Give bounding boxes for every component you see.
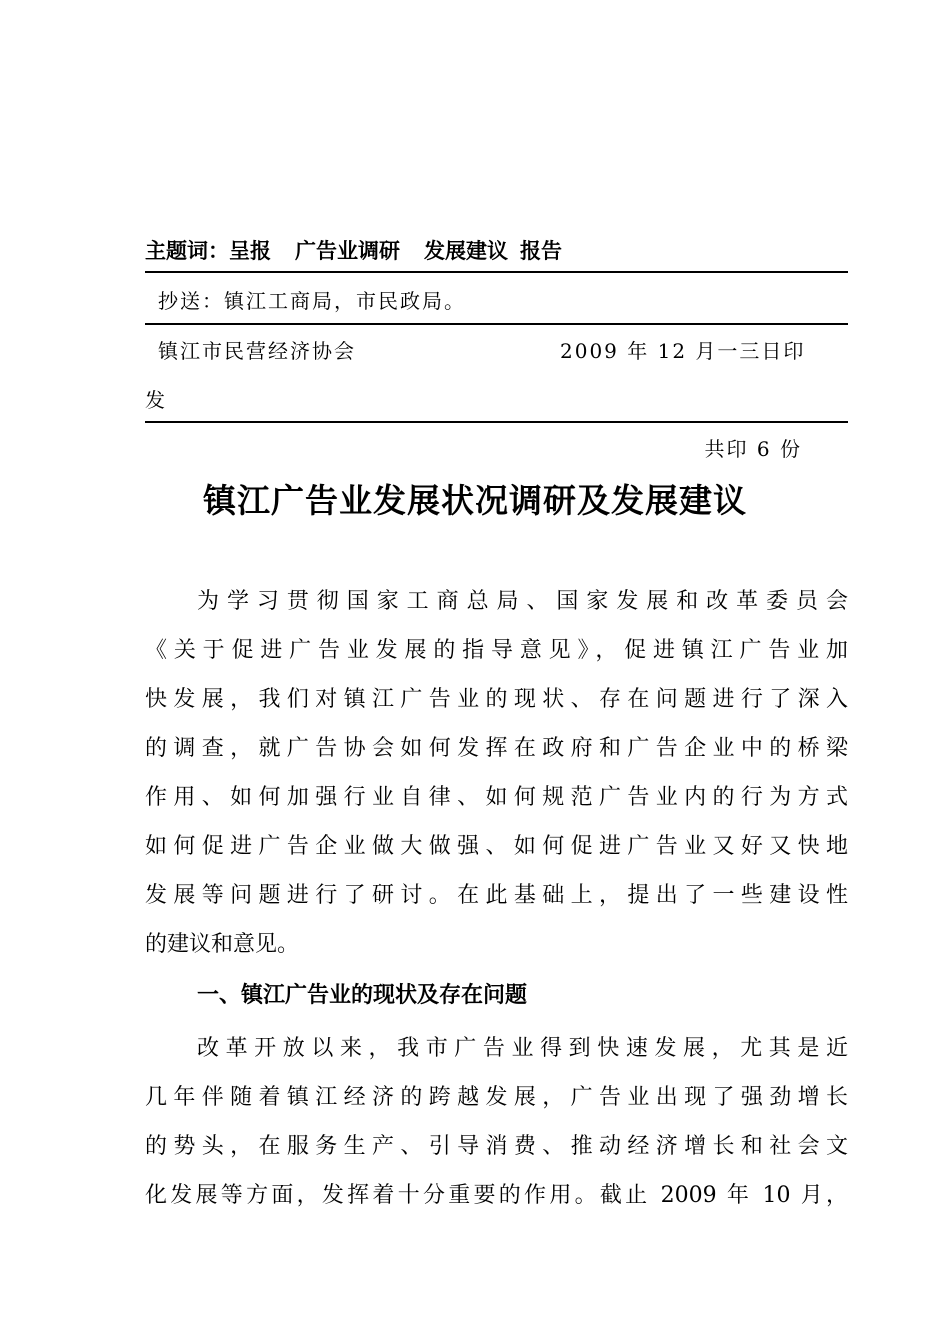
keyword-item: 发展建议 (424, 239, 508, 263)
divider-rule (145, 323, 848, 325)
cc-line: 抄送：镇江工商局，市民政局。 (158, 289, 466, 313)
section-heading: 一、镇江广告业的现状及存在问题 (197, 983, 528, 1008)
paragraph-line: 快发展，我们对镇江广告业的现状、存在问题进行了深入 (145, 687, 848, 712)
copies-count: 共印 6 份 (704, 437, 802, 461)
paragraph-line: 如何促进广告企业做大做强、如何促进广告业又好又快地 (145, 834, 848, 859)
document-title: 镇江广告业发展状况调研及发展建议 (203, 481, 747, 520)
paragraph-line: 发展等问题进行了研讨。在此基础上，提出了一些建设性 (145, 883, 848, 908)
paragraph-line: 作用、如何加强行业自律、如何规范广告业内的行为方式 (145, 785, 848, 810)
paragraph-line: 化发展等方面，发挥着十分重要的作用。截止 2009 年 10 月， (145, 1183, 848, 1208)
keyword-item: 广告业调研 (295, 239, 400, 263)
paragraph-line: 的调查，就广告协会如何发挥在政府和广告企业中的桥梁 (145, 736, 848, 761)
divider-rule (145, 271, 848, 273)
paragraph-line: 为学习贯彻国家工商总局、国家发展和改革委员会 (197, 589, 848, 614)
print-date: 2009 年 12 月一三日印 (560, 339, 806, 363)
keyword-item: 呈报 (229, 239, 271, 263)
paragraph-line: 《关于促进广告业发展的指导意见》，促进镇江广告业加 (145, 638, 848, 663)
paragraph-line: 几年伴随着镇江经济的跨越发展，广告业出现了强劲增长 (145, 1085, 848, 1110)
paragraph-line: 的建议和意见。 (145, 932, 300, 957)
divider-rule (145, 421, 848, 423)
keyword-item: 报告 (520, 239, 562, 263)
print-date-tail: 发 (145, 388, 165, 412)
paragraph-line: 的势头，在服务生产、引导消费、推动经济增长和社会文 (145, 1134, 848, 1159)
keywords-label: 主题词： (145, 239, 229, 263)
keywords-line (145, 234, 562, 268)
paragraph-line: 改革开放以来，我市广告业得到快速发展，尤其是近 (197, 1036, 848, 1061)
issuer-org: 镇江市民营经济协会 (158, 339, 356, 363)
